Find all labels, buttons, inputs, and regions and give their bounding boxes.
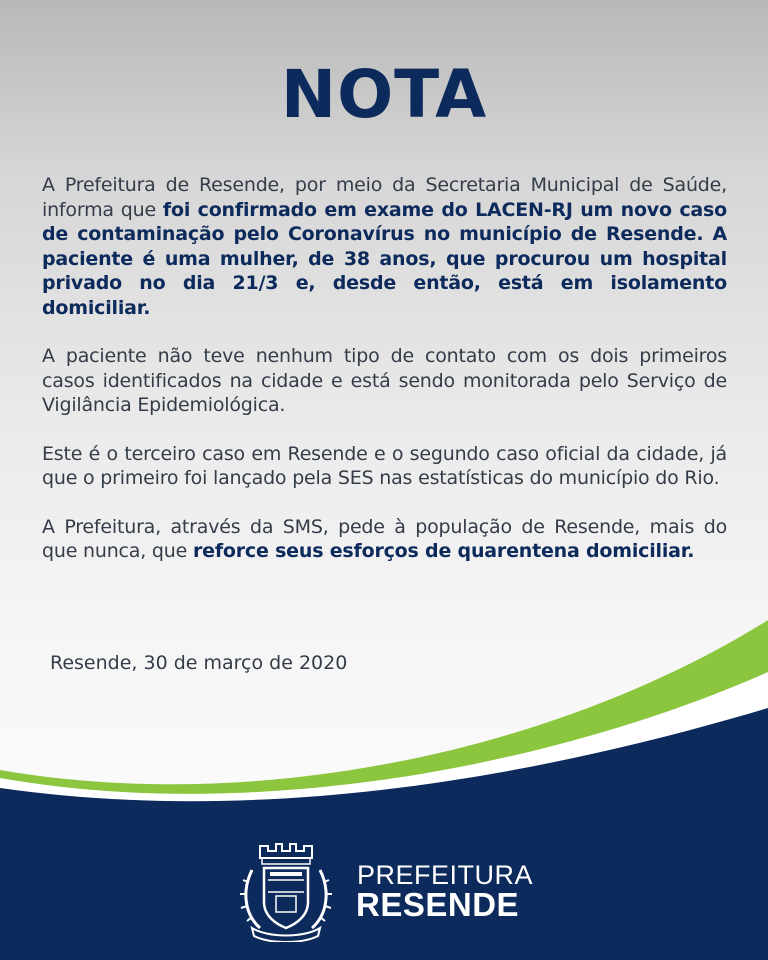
date-line: Resende, 30 de março de 2020 [50,652,348,674]
paragraph-3-text: Este é o terceiro caso em Resende e o segundo caso oficial da cidade, já que o primeiro foi lançado pela SES nas estatísticas do município do Rio. [42,442,727,489]
paragraph-4 [42,515,727,564]
brand-prefeitura: PREFEITURA [357,860,534,890]
paragraph-2 [42,344,727,418]
paragraph-4-text: A Prefeitura, através da SMS, pede à população de Resende, mais do que nunca, que [42,515,727,562]
municipal-coat-of-arms-icon [238,840,334,942]
paragraph-4-highlight: reforce seus esforços de quarentena domiciliar. [192,540,695,562]
brand-resende: RESENDE [356,886,520,923]
paragraph-1-text: A Prefeitura de Resende, por meio da Secretaria Municipal de Saúde, informa que [42,174,727,221]
page-title: NOTA [280,56,488,133]
paragraph-2-text: A paciente não teve nenhum tipo de contato com os dois primeiros casos identificados na cidade e está sendo monitorada pelo Serviço de Vigilância Epidemiológica. [42,345,727,416]
paragraph-1-highlight: foi confirmado em exame do LACEN-RJ um novo caso de contaminação pelo Coronavírus no município de Resende. A paciente é uma mulher, de 38 anos, que procurou um hospital privado no dia 21/3 e, desde então, está em isolamento domiciliar. [42,198,727,319]
note-body [42,173,727,588]
prefeitura-logo [238,840,538,940]
paragraph-1 [42,173,727,320]
paragraph-3 [42,442,727,491]
